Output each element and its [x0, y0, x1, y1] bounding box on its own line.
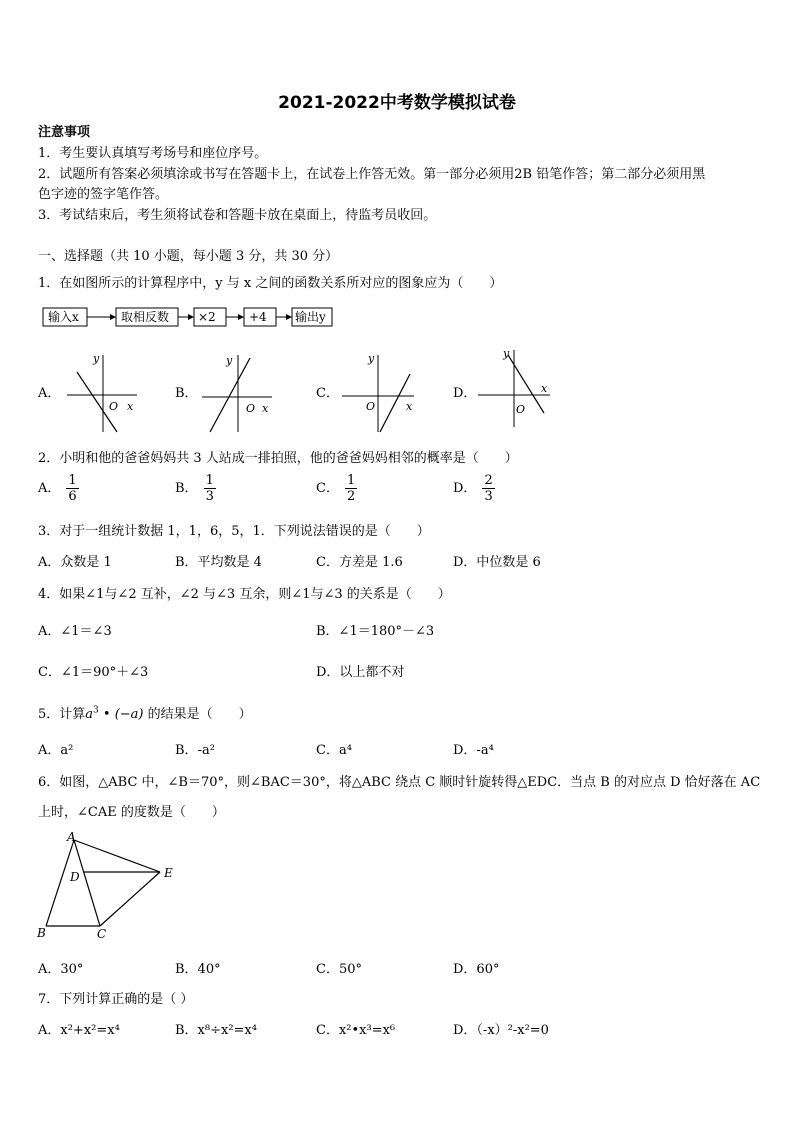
question-3-stem: 3．对于一组统计数据 1，1，6，5，1．下列说法错误的是（ ）: [38, 524, 430, 539]
q1-option-c[interactable]: C．: [316, 386, 339, 401]
q4-option-b[interactable]: B．∠1＝180°－∠3: [316, 624, 435, 639]
svg-text:y: y: [93, 352, 100, 365]
svg-text:O: O: [109, 400, 119, 413]
q2-option-d[interactable]: D． $\frac{2}{3}$: [453, 473, 493, 504]
flow-box-negate-label: 取相反数: [121, 310, 170, 324]
q1-graph-a: [65, 350, 145, 435]
q3-option-c[interactable]: C．方差是 1.6: [316, 555, 403, 570]
q2-option-b[interactable]: B． $\frac{1}{3}$: [175, 473, 214, 504]
flow-box-output-label: 输出y: [295, 310, 326, 324]
question-6-stem: 6．如图，△ABC 中，∠B＝70°，则∠BAC＝30°，将△ABC 绕点 C 顺时针旋转得△EDC．当点 B 的对应点 D 恰好落在 AC: [38, 775, 761, 790]
svg-text:x: x: [406, 400, 413, 413]
q7-option-c[interactable]: C．x²•x³=x⁶: [316, 1023, 396, 1038]
q1-flowchart: [40, 305, 340, 331]
q4-option-c[interactable]: C．∠1＝90°＋∠3: [38, 665, 149, 680]
svg-text:y: y: [226, 354, 233, 367]
q5-option-b[interactable]: B．-a²: [175, 743, 215, 758]
q1-option-b[interactable]: B．: [175, 386, 198, 401]
svg-text:A: A: [67, 830, 76, 844]
question-5-stem: 5．计算$a^3$ • (−a) 的结果是（ ）: [38, 705, 252, 722]
section-heading: 一、选择题（共 10 小题，每小题 3 分，共 30 分）: [38, 249, 339, 264]
q7-option-b[interactable]: B．x⁸÷x²=x⁴: [175, 1023, 257, 1038]
question-7-stem: 7．下列计算正确的是（ ）: [38, 992, 194, 1007]
q5-option-d[interactable]: D．-a⁴: [453, 743, 494, 758]
svg-text:x: x: [541, 382, 548, 395]
question-1-stem: 1．在如图所示的计算程序中，y 与 x 之间的函数关系所对应的图象应为（ ）: [38, 276, 503, 291]
q6-option-d[interactable]: D．60°: [453, 962, 500, 977]
q1-graph-d: [476, 345, 556, 430]
svg-text:B: B: [37, 926, 46, 940]
q3-option-d[interactable]: D．中位数是 6: [453, 555, 541, 570]
q3-option-a[interactable]: A．众数是 1: [38, 555, 112, 570]
notice-heading: 注意事项: [38, 125, 91, 140]
notice-item: 色字迹的签字笔作答。: [38, 187, 169, 202]
q6-option-a[interactable]: A．30°: [38, 962, 84, 977]
svg-text:y: y: [368, 352, 375, 365]
svg-text:O: O: [246, 402, 256, 415]
q1-option-a[interactable]: A．: [38, 386, 61, 401]
page-title: 2021-2022中考数学模拟试卷: [278, 93, 516, 113]
q1-graph-c: [340, 350, 420, 435]
q2-option-c[interactable]: C． $\frac{1}{2}$: [316, 473, 356, 504]
q6-option-c[interactable]: C．50°: [316, 962, 362, 977]
q4-option-a[interactable]: A．∠1＝∠3: [38, 624, 112, 639]
notice-item: 2．试题所有答案必须填涂或书写在答题卡上，在试卷上作答无效。第一部分必须用2B 铅笔作答；第二部分必须用黑: [38, 167, 706, 182]
q1-option-d[interactable]: D．: [453, 386, 477, 401]
notice-item: 1．考生要认真填写考场号和座位序号。: [38, 146, 268, 161]
svg-text:x: x: [127, 400, 134, 413]
notice-item: 3．考试结束后，考生须将试卷和答题卡放在桌面上，待监考员收回。: [38, 208, 437, 223]
question-6-stem-continued: 上时，∠CAE 的度数是（ ）: [38, 805, 225, 820]
question-2-stem: 2．小明和他的爸爸妈妈共 3 人站成一排拍照，他的爸爸妈妈相邻的概率是（ ）: [38, 451, 518, 466]
svg-text:D: D: [70, 870, 80, 884]
q6-option-b[interactable]: B．40°: [175, 962, 221, 977]
question-4-stem: 4．如果∠1与∠2 互补，∠2 与∠3 互余，则∠1与∠3 的关系是（ ）: [38, 587, 451, 602]
svg-text:O: O: [516, 403, 526, 416]
svg-text:C: C: [97, 927, 107, 941]
q1-graph-b: [200, 350, 280, 435]
q5-option-a[interactable]: A．a²: [38, 743, 74, 758]
flow-box-plus4-label: +4: [249, 310, 267, 324]
svg-text:O: O: [366, 400, 376, 413]
flow-box-input-label: 输入x: [48, 310, 79, 324]
svg-text:x: x: [262, 402, 269, 415]
svg-text:y: y: [503, 347, 510, 360]
q6-triangle-figure: [34, 830, 184, 942]
flow-box-times2-label: ×2: [198, 310, 216, 324]
q3-option-b[interactable]: B．平均数是 4: [175, 555, 262, 570]
q7-option-a[interactable]: A．x²+x²=x⁴: [38, 1023, 120, 1038]
q7-option-d[interactable]: D．（-x）²-x²=0: [453, 1023, 549, 1038]
svg-text:E: E: [164, 866, 173, 880]
q5-option-c[interactable]: C．a⁴: [316, 743, 352, 758]
q4-option-d[interactable]: D．以上都不对: [316, 665, 405, 680]
q2-option-a[interactable]: A． $\frac{1}{6}$: [38, 473, 77, 504]
